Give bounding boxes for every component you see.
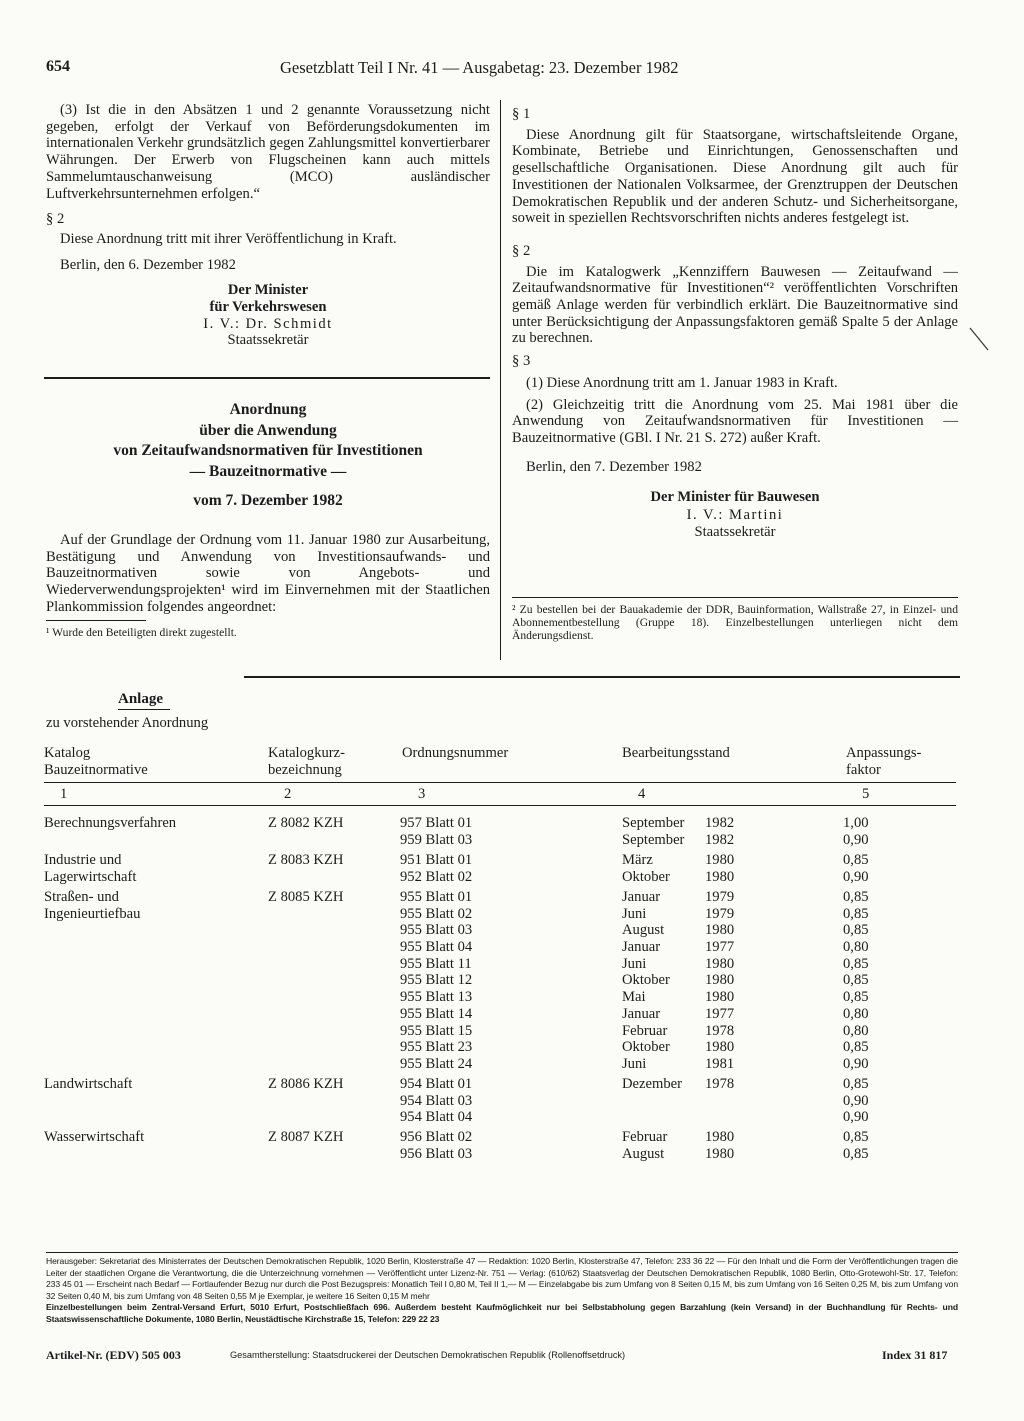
imprint bbox=[46, 1256, 958, 1325]
anlage-title: Anlage bbox=[118, 691, 163, 707]
anlage-row-faktor: 0,90 bbox=[843, 1056, 869, 1072]
anlage-row-faktor: 0,80 bbox=[843, 939, 869, 955]
anlage-row-jahr: 1982 bbox=[705, 832, 735, 848]
anlage-row-katalog: Berechnungsverfahren bbox=[44, 815, 177, 831]
anlage-row-monat: Februar bbox=[622, 1129, 668, 1145]
anlage-header-2-line1: Katalogkurz- bbox=[268, 745, 345, 761]
anlage-header-1-line1: Katalog bbox=[44, 745, 91, 761]
anlage-row-katalog: Wasserwirtschaft bbox=[44, 1129, 145, 1145]
anlage-row-ordnungsnummer: 955 Blatt 12 bbox=[400, 972, 473, 988]
page-number: 654 bbox=[46, 58, 70, 75]
anlage-row-faktor: 0,85 bbox=[843, 1129, 869, 1145]
anlage-rule bbox=[244, 676, 960, 678]
section-3-para1: (1) Diese Anordnung tritt am 1. Januar 1983 in Kraft. bbox=[526, 374, 838, 391]
anlage-row-ordnungsnummer: 955 Blatt 23 bbox=[400, 1039, 473, 1055]
signature-name: I. V.: Dr. Schmidt bbox=[203, 315, 333, 332]
anlage-row-ordnungsnummer: 954 Blatt 01 bbox=[400, 1076, 473, 1092]
anlage-row-ordnungsnummer: 955 Blatt 24 bbox=[400, 1056, 473, 1072]
ordinance-title-line4: — Bauzeitnormative — bbox=[189, 462, 347, 480]
signature-title-line2: für Verkehrswesen bbox=[209, 299, 327, 316]
anlage-row-monat: Februar bbox=[622, 1023, 668, 1039]
signature-role-right: Staatssekretär bbox=[694, 523, 776, 540]
signature-title bbox=[46, 282, 490, 315]
ordinance-date: vom 7. Dezember 1982 bbox=[193, 492, 343, 509]
anlage-row-faktor: 0,85 bbox=[843, 956, 869, 972]
page-header bbox=[46, 58, 954, 82]
anlage-row-jahr: 1977 bbox=[705, 939, 735, 955]
anlage-row-faktor: 0,90 bbox=[843, 1109, 869, 1125]
anlage-row-faktor: 0,85 bbox=[843, 889, 869, 905]
anlage-row-monat: Oktober bbox=[622, 972, 670, 988]
anlage-row-kurz: Z 8086 KZH bbox=[268, 1076, 344, 1092]
anlage-row-faktor: 0,85 bbox=[843, 1039, 869, 1055]
anlage-row-jahr: 1980 bbox=[705, 1129, 735, 1145]
anlage-row-jahr: 1980 bbox=[705, 972, 735, 988]
anlage-row-ordnungsnummer: 956 Blatt 03 bbox=[400, 1146, 473, 1162]
anlage-row-jahr: 1979 bbox=[705, 906, 735, 922]
right-column bbox=[512, 106, 958, 540]
ordinance-title-line3: von Zeitaufwandsnormativen für Investitionen bbox=[113, 442, 423, 459]
anlage-row-ordnungsnummer: 959 Blatt 03 bbox=[400, 832, 473, 848]
column-divider bbox=[500, 100, 501, 660]
anlage-row-kurz: Z 8085 KZH bbox=[268, 889, 344, 905]
footnote-rule-left bbox=[46, 620, 146, 621]
anlage-row-jahr: 1980 bbox=[705, 922, 735, 938]
anlage-row-katalog: Lagerwirtschaft bbox=[44, 869, 137, 885]
anlage-row-monat: Mai bbox=[622, 989, 646, 1005]
anlage-row-monat: Januar bbox=[622, 939, 661, 955]
anlage-row-ordnungsnummer: 954 Blatt 04 bbox=[400, 1109, 473, 1125]
anlage-row-jahr: 1982 bbox=[705, 815, 735, 831]
anlage-column-number-3: 3 bbox=[418, 786, 426, 802]
anlage-row-monat: Januar bbox=[622, 1006, 661, 1022]
footnote-2: ² Zu bestellen bei der Bauakademie der DDR, Bauinformation, Wallstraße 27, in Einzel- und Abonnementbestellung (Gruppe 18). Einzelbestellungen unterliegen nicht dem Änderungsdienst. bbox=[512, 603, 958, 642]
anlage-header-4-line1: Bearbeitungsstand bbox=[622, 745, 730, 761]
anlage-row-faktor: 0,85 bbox=[843, 922, 869, 938]
anlage-row-faktor: 0,85 bbox=[843, 852, 869, 868]
footnote-rule-right bbox=[512, 597, 958, 598]
anlage-row-kurz: Z 8087 KZH bbox=[268, 1129, 344, 1145]
preamble bbox=[46, 532, 490, 616]
section-2b-title: § 2 bbox=[512, 242, 531, 259]
paragraph-3: (3) Ist die in den Absätzen 1 und 2 genannte Voraussetzung nicht gegeben, erfolgt der Verkauf von Beförderungsdokumenten im internationalen Verkehr grundsätzlich gegen Zahlungsmittel konvertierbarer Währungen. Der Erwerb von Flugscheinen kann auch mittels Sammelumtauschanweisung (MCO) ausländischer Luftverkehrsunternehmen erfolgen.“ bbox=[46, 102, 490, 202]
anlage-row-monat: Dezember bbox=[622, 1076, 682, 1092]
anlage-row-ordnungsnummer: 954 Blatt 03 bbox=[400, 1093, 473, 1109]
anlage-row-ordnungsnummer: 955 Blatt 04 bbox=[400, 939, 473, 955]
anlage-row-monat: August bbox=[622, 922, 665, 938]
anlage-row-jahr: 1978 bbox=[705, 1076, 735, 1092]
ordinance-title-line2: über die Anwendung bbox=[199, 421, 337, 439]
anlage-row-jahr: 1980 bbox=[705, 1146, 735, 1162]
anlage-row-ordnungsnummer: 951 Blatt 01 bbox=[400, 852, 473, 868]
footnote-1: ¹ Wurde den Beteiligten direkt zugestellt. bbox=[46, 626, 237, 639]
anlage-row-ordnungsnummer: 956 Blatt 02 bbox=[400, 1129, 473, 1145]
anlage-row-jahr: 1980 bbox=[705, 989, 735, 1005]
article-number: Artikel-Nr. (EDV) 505 003 bbox=[46, 1348, 181, 1362]
anlage-row-monat: Januar bbox=[622, 889, 661, 905]
anlage-row-monat: September bbox=[622, 815, 685, 831]
index-number: Index 31 817 bbox=[882, 1348, 948, 1362]
anlage-row-faktor: 0,85 bbox=[843, 906, 869, 922]
anlage-column-number-5: 5 bbox=[862, 786, 870, 802]
anlage-subtitle: zu vorstehender Anordnung bbox=[46, 715, 209, 731]
anlage-row-faktor: 0,85 bbox=[843, 972, 869, 988]
anlage-row-ordnungsnummer: 952 Blatt 02 bbox=[400, 869, 473, 885]
anlage-row-ordnungsnummer: 955 Blatt 03 bbox=[400, 922, 473, 938]
anlage-row-ordnungsnummer: 957 Blatt 01 bbox=[400, 815, 473, 831]
anlage-row-kurz: Z 8083 KZH bbox=[268, 852, 344, 868]
anlage-row-faktor: 0,85 bbox=[843, 1146, 869, 1162]
anlage-row-ordnungsnummer: 955 Blatt 01 bbox=[400, 889, 473, 905]
signature-title-line1: Der Minister bbox=[227, 282, 309, 299]
section-3-para2: (2) Gleichzeitig tritt die Anordnung vom 25. Mai 1981 über die Anwendung von Zeitaufwandsnormativen für Investitionen — Bauzeitnormative (GBl. I Nr. 21 S. 272) außer Kraft. bbox=[512, 396, 958, 446]
signature-role: Staatssekretär bbox=[227, 332, 309, 349]
anlage-column-number-1: 1 bbox=[60, 786, 68, 802]
place-date-right: Berlin, den 7. Dezember 1982 bbox=[526, 458, 702, 475]
anlage-row-monat: Juni bbox=[622, 906, 647, 922]
anlage-header-3-line1: Ordnungsnummer bbox=[402, 745, 509, 761]
anlage-row-ordnungsnummer: 955 Blatt 02 bbox=[400, 906, 473, 922]
anlage-row-ordnungsnummer: 955 Blatt 13 bbox=[400, 989, 473, 1005]
section-1-title: § 1 bbox=[512, 106, 531, 122]
anlage-header-1-line2: Bauzeitnormative bbox=[44, 762, 148, 778]
section-2-title: § 2 bbox=[46, 211, 65, 228]
anlage-row-katalog: Straßen- und bbox=[44, 889, 119, 905]
anlage-row-monat: August bbox=[622, 1146, 665, 1162]
anlage-row-faktor: 0,90 bbox=[843, 832, 869, 848]
anlage-row-faktor: 0,85 bbox=[843, 1076, 869, 1092]
place-date: Berlin, den 6. Dezember 1982 bbox=[60, 256, 236, 273]
anlage-row-faktor: 0,80 bbox=[843, 1006, 869, 1022]
anlage-row-jahr: 1980 bbox=[705, 956, 735, 972]
anlage-row-monat: Juni bbox=[622, 1056, 647, 1072]
anlage-header-5-line2: faktor bbox=[846, 762, 881, 778]
signature-name-right: I. V.: Martini bbox=[686, 507, 784, 524]
section-2b-text: Die im Katalogwerk „Kennziffern Bauwesen — Zeitaufwand — Zeitaufwandsnormative für Investitionen“² veröffentlichten Vorschriften gemäß Anlage werden für verbindlich erklärt. Die Bauzeitnormative sind unter Berücksichtigung der Anpassungsfaktoren gemäß Spalte 5 der Anlage zu berechnen. bbox=[512, 263, 958, 347]
running-title: Gesetzblatt Teil I Nr. 41 — Ausgabetag: 23. Dezember 1982 bbox=[280, 58, 679, 77]
imprint-order: Einzelbestellungen beim Zentral-Versand Erfurt, 5010 Erfurt, Postschließfach 696. Außerdem besteht Kaufmöglichkeit nur bei Selbstabholung gegen Barzahlung (kein Versand) in der Buchhandlung für Rechts- und Staatswissenschaftliche Dokumente, 1080 Berlin, Neustädtische Kirchstraße 15, Telefon: 229 22 23 bbox=[46, 1302, 958, 1324]
anlage-row-ordnungsnummer: 955 Blatt 11 bbox=[400, 956, 472, 972]
imprint-rule bbox=[46, 1252, 958, 1253]
imprint-text: Herausgeber: Sekretariat des Ministerrates der Deutschen Demokratischen Republik, 1020 Berlin, Klosterstraße 47 — Redaktion: 1020 Berlin, Klosterstraße 47, Telefon: 233 36 22 — Für den Inhalt und die Form der Veröffentlichungen tragen die Leiter der staatlichen Organe die Verantwortung, die die Unterzeichnung vornehmen — Veröffentlicht unter Lizenz-Nr. 751 — Verlag: (610/62) Staatsverlag der Deutschen Demokratischen Republik, 1080 Berlin, Otto-Grotewohl-Str. 17, Telefon: 233 45 01 — Erscheint nach Bedarf — Fortlaufender Bezug nur durch die Post Bezugspreis: Monatlich Teil I 0,80 M, Teil II 1,— M — Einzelabgabe bis zum Umfang von 8 Seiten 0,15 M, bis zum Umfang von 16 Seiten 0,25 M, bis zum Umfang von 32 Seiten 0,40 M, bis zum Umfang von 48 Seiten 0,55 M je Exemplar, je weitere 16 Seiten 0,15 M mehr bbox=[46, 1256, 958, 1301]
anlage-row-jahr: 1980 bbox=[705, 869, 735, 885]
anlage-header-5-line1: Anpassungs- bbox=[846, 745, 922, 761]
anlage-row-katalog: Ingenieurtiefbau bbox=[44, 906, 141, 922]
signature-title-right: Der Minister für Bauwesen bbox=[650, 489, 820, 506]
anlage-row-faktor: 1,00 bbox=[843, 815, 869, 831]
margin-mark bbox=[968, 326, 992, 354]
anlage-row-kurz: Z 8082 KZH bbox=[268, 815, 344, 831]
anlage-title-underline bbox=[118, 709, 170, 710]
anlage-row-jahr: 1977 bbox=[705, 1006, 735, 1022]
anlage-row-monat: März bbox=[622, 852, 653, 868]
anlage-row-jahr: 1980 bbox=[705, 852, 735, 868]
anlage-numbers-rule bbox=[44, 805, 956, 806]
section-2-text: Diese Anordnung tritt mit ihrer Veröffentlichung in Kraft. bbox=[60, 230, 397, 247]
anlage-row-ordnungsnummer: 955 Blatt 14 bbox=[400, 1006, 473, 1022]
anlage-row-jahr: 1979 bbox=[705, 889, 735, 905]
anlage-row-monat: Oktober bbox=[622, 869, 670, 885]
anlage-row-ordnungsnummer: 955 Blatt 15 bbox=[400, 1023, 473, 1039]
ordinance-title-line1: Anordnung bbox=[229, 401, 307, 418]
anlage-row-jahr: 1978 bbox=[705, 1023, 735, 1039]
anlage-column-number-2: 2 bbox=[284, 786, 292, 802]
anlage-header-2-line2: bezeichnung bbox=[268, 762, 342, 778]
anlage-header-rule bbox=[44, 782, 956, 783]
anlage-row-faktor: 0,90 bbox=[843, 1093, 869, 1109]
anlage-row-katalog: Landwirtschaft bbox=[44, 1076, 133, 1092]
preamble-text: Auf der Grundlage der Ordnung vom 11. Januar 1980 zur Ausarbeitung, Bestätigung und Anwendung von Investitionsaufwands- und Bauzeitnormativen sowie von Angebots- und Wiederverwendungsprojekten¹ wird im Einvernehmen mit der Staatlichen Plankommission folgendes angeordnet: bbox=[46, 532, 490, 615]
anlage-row-faktor: 0,80 bbox=[843, 1023, 869, 1039]
anlage-column-number-4: 4 bbox=[638, 786, 646, 802]
section-divider bbox=[44, 377, 490, 379]
ordinance-title bbox=[46, 400, 490, 512]
anlage-row-monat: September bbox=[622, 832, 685, 848]
anlage-row-jahr: 1980 bbox=[705, 1039, 735, 1055]
anlage-row-monat: Oktober bbox=[622, 1039, 670, 1055]
printer: Gesamtherstellung: Staatsdruckerei der Deutschen Demokratischen Republik (Rollenoffsetdruck) bbox=[230, 1350, 626, 1360]
anlage-row-jahr: 1981 bbox=[705, 1056, 735, 1072]
anlage-row-faktor: 0,85 bbox=[843, 989, 869, 1005]
left-column bbox=[46, 102, 490, 349]
anlage-row-katalog: Industrie und bbox=[44, 852, 122, 868]
section-3-title: § 3 bbox=[512, 353, 531, 370]
anlage-row-faktor: 0,90 bbox=[843, 869, 869, 885]
anlage-row-monat: Juni bbox=[622, 956, 647, 972]
section-1-text: Diese Anordnung gilt für Staatsorgane, wirtschaftsleitende Organe, Kombinate, Betriebe und Einrichtungen, Genossenschaften und gesellschaftliche Organisationen. Diese Anordnung gilt auch für Investitionen der Nationalen Volksarmee, der Grenztruppen der Deutschen Demokratischen Republik und der anderen Schutz- und Sicherheitsorgane, soweit in speziellen Rechtsvorschriften nichts anderes festgelegt ist. bbox=[512, 126, 958, 227]
